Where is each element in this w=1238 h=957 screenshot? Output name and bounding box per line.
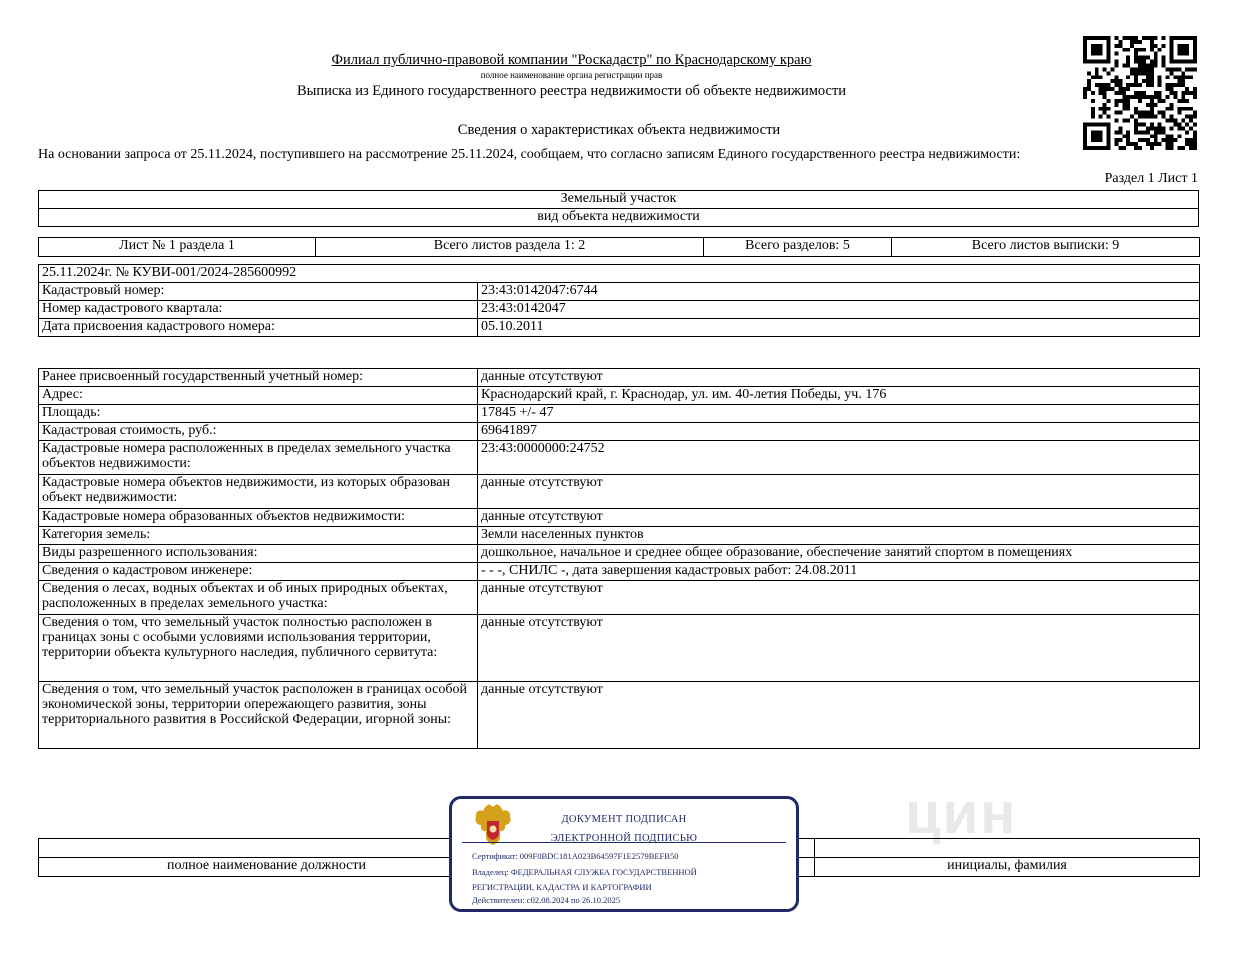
row-label: Кадастровые номера объектов недвижимости, из которых образован объект недвижимости: [39,475,478,509]
object-type-caption: вид объекта недвижимости [39,209,1199,227]
table-row [39,405,1200,423]
section-title: Сведения о характеристиках объекта недвижимости [457,122,781,138]
row-label: Площадь: [39,405,478,423]
row-label: Сведения о лесах, водных объектах и об иных природных объектах, расположенных в пределах земельного участка: [39,581,478,615]
table-row [39,387,1200,405]
row-value: данные отсутствуют [478,369,1200,387]
stamp-line1: ДОКУМЕНТ ПОДПИСАН [561,814,687,825]
e-signature-stamp [449,796,799,912]
table-row [39,283,1200,301]
row-value: Краснодарский край, г. Краснодар, ул. им. 40-летия Победы, уч. 176 [478,387,1200,405]
object-type: Земельный участок [39,191,1199,209]
row-value: 23:43:0000000:24752 [478,441,1200,475]
row-label: Ранее присвоенный государственный учетный номер: [39,369,478,387]
row-label: Кадастровые номера образованных объектов недвижимости: [39,509,478,527]
sheets-in-section: Всего листов раздела 1: 2 [316,238,704,257]
page-ref: Раздел 1 Лист 1 [1104,171,1198,186]
row-value: данные отсутствуют [478,581,1200,615]
table-row [39,423,1200,441]
intro-text: На основании запроса от 25.11.2024, поступившего на рассмотрение 25.11.2024, сообщаем, что согласно записям Единого государственного реестра недвижимости: [38,147,1021,162]
row-label: Виды разрешенного использования: [39,545,478,563]
row-value: 23:43:0142047 [478,301,1200,319]
row-value: 05.10.2011 [478,319,1200,337]
row-label: Сведения о том, что земельный участок полностью расположен в границах зоны с особыми условиями использования территории, территории объекта культурного наследия, публичного сервитута: [39,615,478,682]
details-table [38,368,1200,749]
stamp-certificate: Сертификат: 009F0BDC181A023B64597F1E2579BEFB50 [472,851,679,861]
table-row [39,369,1200,387]
org-name: Филиал публично-правовой компании "Роскадастр" по Краснодарскому краю [331,52,812,68]
row-value: 23:43:0142047:6744 [478,283,1200,301]
row-value: данные отсутствуют [478,615,1200,682]
row-value: Земли населенных пунктов [478,527,1200,545]
position-cell [39,839,495,858]
object-type-table [38,190,1199,227]
table-row [39,475,1200,509]
table-row [39,563,1200,581]
stamp-owner2: РЕГИСТРАЦИИ, КАДАСТРА И КАРТОГРАФИИ [472,882,652,892]
stamp-valid: Действителен: с02.08.2024 по 26.10.2025 [472,895,621,905]
qr-code-icon [1083,36,1197,150]
table-row [39,545,1200,563]
row-value: - - -, СНИЛС -, дата завершения кадастровых работ: 24.08.2011 [478,563,1200,581]
table-row [39,509,1200,527]
watermark-logo: цин [905,781,1018,846]
stamp-owner1: Владелец: ФЕДЕРАЛЬНАЯ СЛУЖБА ГОСУДАРСТВЕННОЙ [472,867,697,877]
row-label: Сведения о кадастровом инженере: [39,563,478,581]
name-caption: инициалы, фамилия [815,858,1200,877]
table-row [39,441,1200,475]
row-value: данные отсутствуют [478,475,1200,509]
row-value: 17845 +/- 47 [478,405,1200,423]
row-value: данные отсутствуют [478,682,1200,749]
row-label: Дата присвоения кадастрового номера: [39,319,478,337]
table-row [39,682,1200,749]
org-caption: полное наименование органа регистрации прав [480,70,663,80]
row-label: Сведения о том, что земельный участок расположен в границах особой экономической зоны, территории опережающего развития, зоны территориального развития в Российской Федерации, игорной зоны: [39,682,478,749]
request-ref: 25.11.2024г. № КУВИ-001/2024-285600992 [39,265,1200,283]
table-row [39,581,1200,615]
name-cell [815,839,1200,858]
row-label: Кадастровые номера расположенных в пределах земельного участка объектов недвижимости: [39,441,478,475]
position-caption: полное наименование должности [39,858,495,877]
sheets-table [38,237,1200,257]
row-value: 69641897 [478,423,1200,441]
doc-title: Выписка из Единого государственного реестра недвижимости об объекте недвижимости [296,83,847,99]
stamp-line2: ЭЛЕКТРОННОЙ ПОДПИСЬЮ [550,833,698,844]
stamp-divider [462,842,786,843]
row-label: Номер кадастрового квартала: [39,301,478,319]
table-row [39,615,1200,682]
table-row [39,527,1200,545]
row-label: Категория земель: [39,527,478,545]
row-value: дошкольное, начальное и среднее общее образование, обеспечение занятий спортом в помещениях [478,545,1200,563]
row-label: Адрес: [39,387,478,405]
row-label: Кадастровая стоимость, руб.: [39,423,478,441]
table-row [39,319,1200,337]
row-value: данные отсутствуют [478,509,1200,527]
row-label: Кадастровый номер: [39,283,478,301]
table-row [39,301,1200,319]
total-sheets: Всего листов выписки: 9 [892,238,1200,257]
id-table [38,264,1200,337]
total-sections: Всего разделов: 5 [704,238,892,257]
sheet-number: Лист № 1 раздела 1 [39,238,316,257]
